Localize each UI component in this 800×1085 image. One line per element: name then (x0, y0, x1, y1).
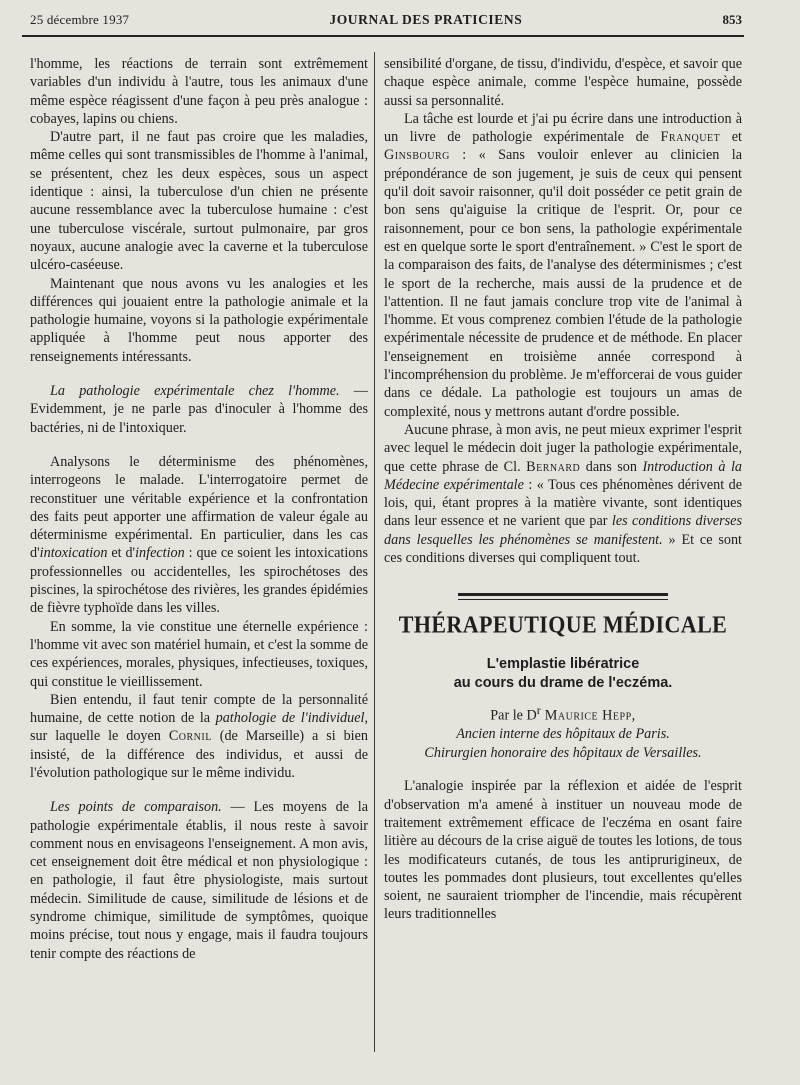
text-run: (de Marseille) a si bien insisté, de la différence des individus, et aussi de l'évolution pathologique sur le même individu. (30, 728, 368, 781)
paragraph (30, 691, 368, 782)
running-header (30, 12, 742, 34)
section-paragraph (30, 382, 368, 437)
paragraph: En somme, la vie constitue une éternelle expérience : l'homme vit avec son matériel humain, et c'est la somme de ces expériences, morales, physiques, infectieuses, toxiques, qui constitue le vieillissement. (30, 618, 368, 690)
author-name: Franquet (660, 129, 721, 146)
text-run: et (720, 129, 742, 146)
text-run: , sur laquelle le doyen (30, 710, 368, 745)
section-text: — Evidemment, je ne parle pas d'inoculer à l'homme des bactéries, ni de l'intoxiquer. (30, 383, 368, 436)
paragraph: L'analogie inspirée par la réflexion et aidée de l'esprit d'observation m'a amené à instituer un nouveau mode de traitement extrêmement efficace de l'eczéma en osant faire litière au décours de la crise aiguë de toutes les lotions, de tous les modificateurs cutanés, de tous les antiprurigineux, de toutes les pommades dont plusieurs, tout excellentes qu'elles soient, ne sauraient triompher de l'incendie, mais récupèrent leurs traditionnelles (384, 778, 742, 923)
article-title-line: au cours du drame de l'eczéma. (453, 674, 673, 691)
text-run: : « Sans vouloir enlever au clinicien la prépondérance de son jugement, je suis de ceux qui pensent qu'il doit savoir raisonner, qu'il doit posséder ce petit grain de bon sens qu'aiguise la critique de l'esprit. Or, pour ce raisonnement, pour ce bon sens, la pathologie expérimentale est en quelque sorte le sport d'entraînement. » C'est le sport de la comparaison des faits, de l'analyse des déterminismes ; c'est le sport de la recherche, mais aussi de la prudence et de l'attention. Il ne faut jamais conclure trop vite de l'animal à l'homme. Et vous comprenez combien l'étude de la pathologie expérimentale nécessite de prudence et de méthode. En placer l'enseignement en troisième année correspond à l'incompréhension du problème. Je m'efforcerai de vous guider dans ce dédale. La pathologie est toujours un amas de complexité, nous y mettrons autant d'ordre possible. (384, 147, 742, 420)
paragraph (384, 421, 742, 567)
article-title-line: L'emplastie libératrice (486, 655, 640, 672)
article-title (384, 655, 742, 693)
italic-term: infection (135, 545, 185, 562)
paragraph: D'autre part, il ne faut pas croire que les maladies, même celles qui sont transmissibles de l'homme à l'animal, se présentent, chez les deux espèces, sous un aspect identique : ainsi, la tuberculose d'un chien ne présente aucune ressemblance avec la tuberculose humaine : c'est une tuberculose viscérale, surtout pulmonaire, par gros noyaux, aucune analogie avec la caverne et la tuberculose ulcéro-caséeuse. (30, 129, 368, 274)
text-run: : que ce soient les intoxications professionnelles ou accidentelles, les spirochétoses des piscines, la spirochétose des rivières, les grandes épidémies de fièvre typhoïde dans les villes. (30, 545, 368, 617)
author-name: Bernard (526, 458, 581, 475)
byline (384, 701, 742, 726)
byline-sup: r (536, 702, 541, 717)
paragraph: l'homme, les réactions de terrain sont extrêmement variables d'un individu à l'autre, tous les animaux d'une même espèce réagissent d'une façon à peu près analogue : cobayes, lapins ou chiens. (30, 56, 368, 127)
section-title: THÉRAPEUTIQUE MÉDICALE (398, 611, 728, 639)
text-run: : « Tous ces phénomènes dérivent de lois, qui, étant propres à la matière vivante, sont identiques dans leur essence et ne varient que par (384, 476, 743, 530)
paragraph: Maintenant que nous avons vu les analogies et les différences qui jouaient entre la pathologie animale et la pathologie humaine, voyons si la pathologie expérimentale appliquée à l'homme peut nous apporter des renseignements intéressants. (30, 275, 368, 365)
section-heading: Les points de comparaison. (50, 799, 222, 816)
byline-prefix: Par le D (490, 707, 537, 724)
header-date: 25 décembre 1937 (30, 12, 130, 27)
paragraph (30, 453, 368, 618)
section-text: — Les moyens de la pathologie expérimentale établis, il nous reste à savoir comment nous en envisageons l'enseignement. A mon avis, cet enseignement doit être médical et non physiologique : en pathologie, il faut être physiologiste, mais surtout médecin. Similitude de cause, similitude de lésions et de syndrome chimique, similitude de symptômes, quoique moins précise, tout nous y engage, mais il faudra toujours tenir compte des réactions de (30, 799, 369, 962)
text-run: Aucune phrase, à mon avis, ne peut mieux exprimer l'esprit avec lequel le médecin doit juger la pathologie expérimentale, que cette phrase de Cl. (384, 421, 742, 475)
author-name: Maurice Hepp, (540, 707, 636, 724)
book-title: Introduction à la Médecine expérimentale (384, 458, 742, 493)
section-separator (458, 593, 668, 600)
journal-title: JOURNAL DES PRATICIENS (329, 12, 523, 27)
paragraph (384, 110, 742, 421)
header-rule (22, 35, 744, 37)
text-run: et d' (107, 545, 136, 562)
left-column (30, 55, 368, 963)
author-name: Cornil (168, 728, 212, 745)
italic-quote: les conditions diverses dans lesquelles les phénomènes se manifestent. (384, 513, 742, 548)
text-run: La tâche est lourde et j'ai pu écrire dans une introduction à un livre de pathologie expérimentale de (384, 110, 742, 146)
affiliation: Ancien interne des hôpitaux de Paris. (456, 726, 670, 743)
section-paragraph (30, 798, 368, 963)
text-run: Analysons le déterminisme des phénomènes, interrogeons le malade. L'interrogatoire permet de reconstituer une véritable expérience et la confrontation des faits peut apporter une affirmation de valeur égale au déterminisme expérimental. En particulier, dans les cas d' (30, 453, 368, 562)
italic-term: pathologie de l'individuel (215, 710, 365, 727)
column-divider (374, 52, 375, 1052)
section-heading: La pathologie expérimentale chez l'homme. (50, 383, 340, 400)
text-run: » Et ce sont ces conditions diverses qui compliquent tout. (384, 531, 742, 567)
author-name: Ginsbourg (384, 147, 450, 164)
right-column (384, 55, 742, 924)
text-run: dans son (580, 458, 643, 475)
affiliation: Chirurgien honoraire des hôpitaux de Versailles. (424, 745, 702, 762)
page-number: 853 (722, 12, 742, 27)
text-run: Bien entendu, il faut tenir compte de la personnalité humaine, de cette notion de la (30, 691, 368, 727)
italic-term: intoxication (39, 545, 108, 562)
paragraph: sensibilité d'organe, de tissu, d'individu, d'espèce, et savoir que chaque espèce animale, comme l'espèce humaine, possède aussi sa personnalité. (384, 56, 742, 109)
